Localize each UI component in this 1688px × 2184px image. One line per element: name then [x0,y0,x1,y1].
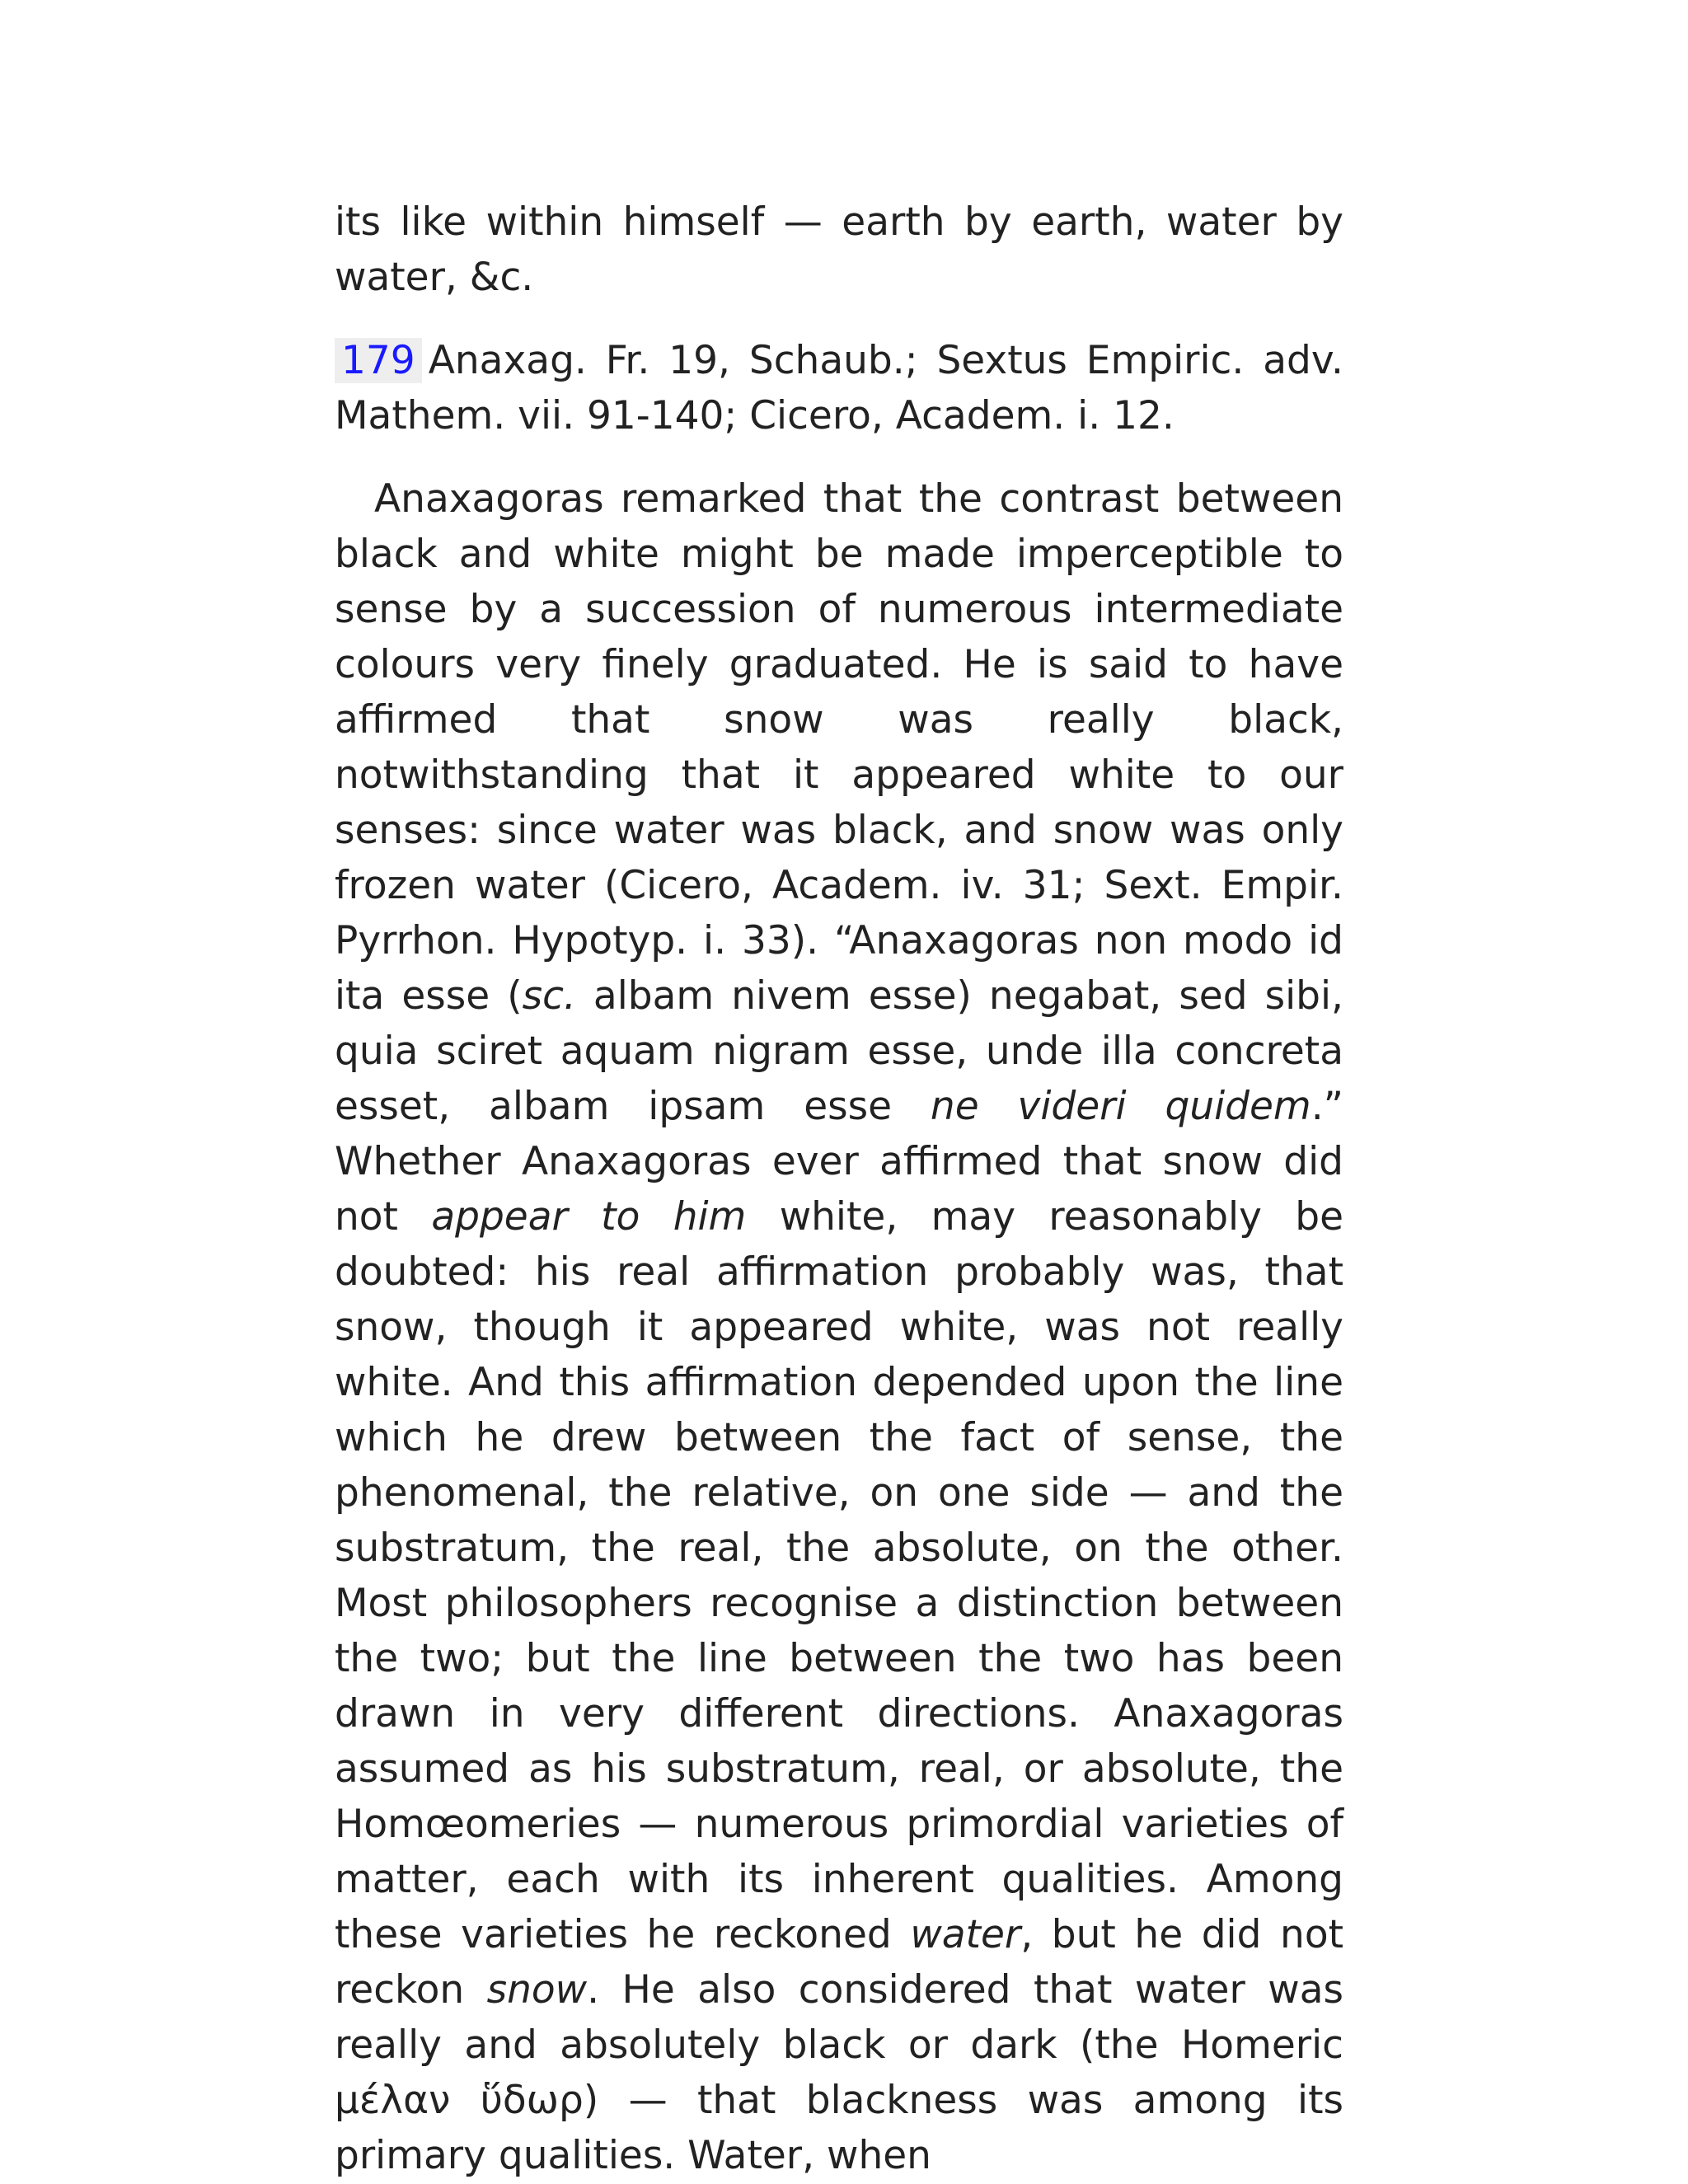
paragraph-text-5: , but he did not reckon [335,1912,1344,2013]
document-page [335,194,1343,2183]
footnote-179 [335,333,1343,443]
paragraph-text-3: .” Whether Anaxagoras ever affirmed that snow did not [335,1084,1343,1240]
paragraph-text-2: albam nivem esse) negabat, sed sibi, quia sciret aquam nigram esse, unde illa concreta esset, albam ipsam esse [335,973,1343,1129]
paragraph-italic-1: sc. [522,973,576,1019]
paragraph-text-6: . He also considered that water was really and absolutely black or dark (the Homeric μέλαν ὕδωρ) — that blackness was among its primary qualities. Water, when [335,1967,1343,2178]
footnote-number-link[interactable]: 179 [335,338,422,383]
paragraph-text-1: Anaxagoras remarked that the contrast between black and white might be made imperceptible to sense by a succession of numerous intermediate colours very finely graduated. He is said to have affirmed that snow was really black, notwithstanding that it appeared white to our senses: since water was black, and snow was only frozen water (Cicero, Academ. iv. 31; Sext. Empir. Pyrrhon. Hypotyp. i. 33). “Anaxagoras non modo id ita esse ( [335,476,1343,1019]
body-paragraph [335,471,1343,2183]
paragraph-italic-5: snow [486,1967,588,2013]
paragraph-italic-3: appear to him [431,1194,747,1240]
paragraph-italic-2: ne videri quidem [930,1084,1311,1129]
footnote-continuation: its like within himself — earth by earth, water by water, &c. [335,199,1343,300]
paragraph-italic-4: water [910,1912,1021,1957]
footnote-text: Anaxag. Fr. 19, Schaub.; Sextus Empiric. adv. Mathem. vii. 91-140; Cicero, Academ. i. 12. [335,338,1343,438]
paragraph-text-4: white, may reasonably be doubted: his real affirmation probably was, that snow, though it appeared white, was not really white. And this affirmation depended upon the line which he drew between the fact of sense, the phenomenal, the relative, on one side — and the substratum, the real, the absolute, on the other. Most philosophers recognise a distinction between the two; but the line between the two has been drawn in very different directions. Anaxagoras assumed as his substratum, real, or absolute, the Homœomeries — numerous primordial varieties of matter, each with its inherent qualities. Among these varieties he reckoned [335,1194,1343,1957]
